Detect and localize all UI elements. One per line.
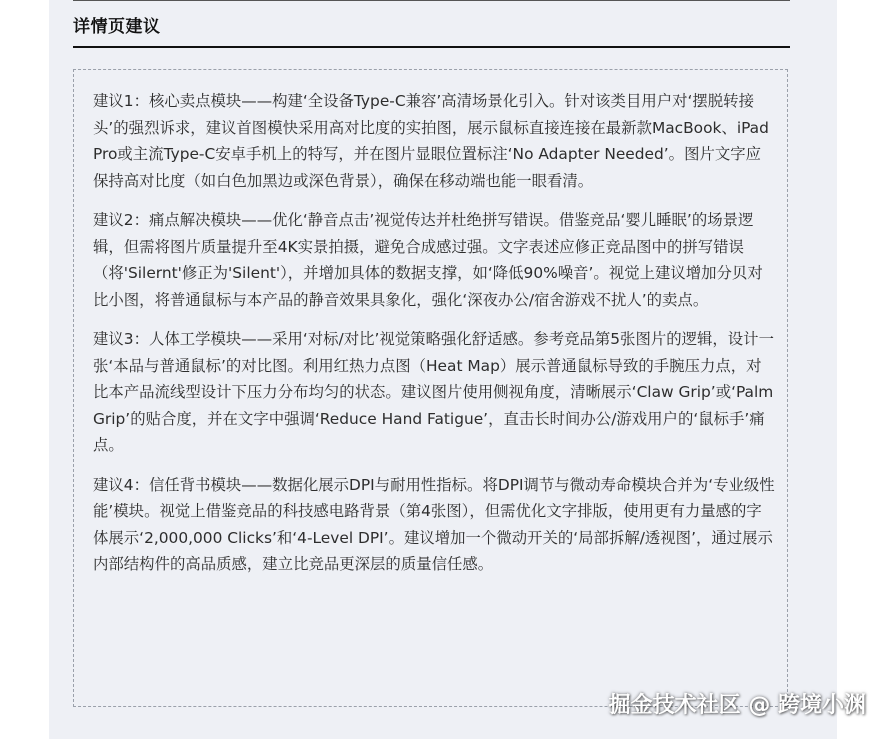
section-title: 详情页建议 — [73, 17, 161, 37]
title-divider — [73, 46, 790, 48]
top-divider — [73, 0, 790, 1]
watermark: 掘金技术社区 @ 跨境小渊 — [608, 693, 866, 718]
suggestion-4: 建议4：信任背书模块——数据化展示DPI与耐用性指标。将DPI调节与微动寿命模块合并为‘专业级性能’模块。视觉上借鉴竞品的科技感电路背景（第4张图），但需优化文字排版，使用更有力量感的字体展示‘2,000,000 Clicks’和‘4-Level DPI’。建议增加一个微动开关的‘局部拆解/透视图’，通过展示内部结构件的高品质感，建立比竞品更深层的质量信任感。 — [93, 475, 775, 573]
suggestions-box — [73, 69, 788, 707]
suggestion-1: 建议1：核心卖点模块——构建‘全设备Type-C兼容’高清场景化引入。针对该类目用户对‘摆脱转接头’的强烈诉求，建议首图模快采用高对比度的实拍图，展示鼠标直接连接在最新款MacBook、iPad Pro或主流Type-C安卓手机上的特写，并在图片显眼位置标注‘No Adapter Needed’。图片文字应保持高对比度（如白色加黑边或深色背景），确保在移动端也能一眼看清。 — [93, 92, 769, 190]
suggestion-3: 建议3：人体工学模块——采用‘对标/对比’视觉策略强化舒适感。参考竞品第5张图片的逻辑，设计一张‘本品与普通鼠标’的对比图。利用红热力点图（Heat Map）展示普通鼠标导致的手腕压力点，对比本产品流线型设计下压力分布均匀的状态。建议图片使用侧视角度，清晰展示‘Claw Grip’或‘Palm Grip’的贴合度，并在文字中强调‘Reduce Hand Fatigue’，直击长时间办公/游戏用户的‘鼠标手’痛点。 — [93, 330, 774, 454]
suggestion-2: 建议2：痛点解决模块——优化‘静音点击’视觉传达并杜绝拼写错误。借鉴竞品‘婴儿睡眠’的场景逻辑，但需将图片质量提升至4K实景拍摄，避免合成感过强。文字表述应修正竞品图中的拼写错误（将'Silernt'修正为'Silent'），并增加具体的数据支撑，如‘降低90%噪音’。视觉上建议增加分贝对比小图，将普通鼠标与本产品的静音效果具象化，强化‘深夜办公/宿舍游戏不扰人’的卖点。 — [93, 211, 763, 309]
